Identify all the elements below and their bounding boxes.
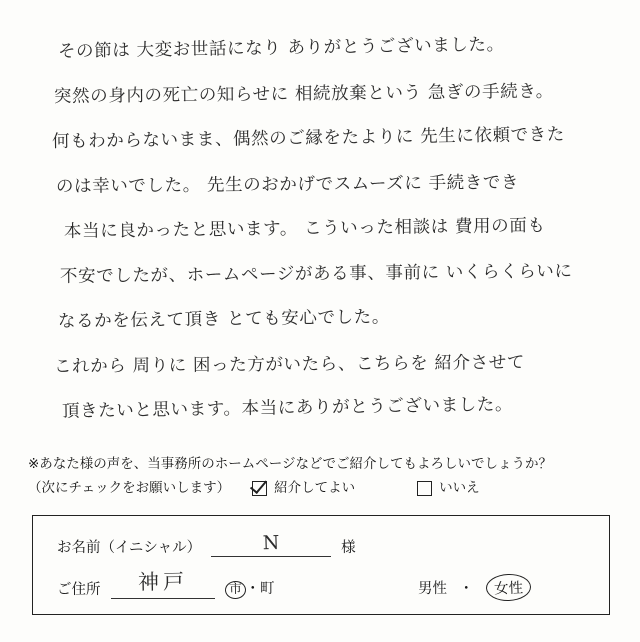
- letter-line: なるかを伝えて頂き とても安心でした。: [57, 307, 391, 332]
- gender-separator: ・: [459, 581, 474, 597]
- letter-line: 何もわからないまま、偶然のご縁をたよりに 先生に依頼できた: [51, 124, 566, 152]
- address-city-town[interactable]: [225, 577, 275, 599]
- letter-line: 不安でしたが、ホームページがある事、事前に いくらくらいに: [59, 261, 573, 287]
- address-value: 神戸: [137, 569, 188, 595]
- town-option: ・町: [245, 581, 275, 597]
- name-row: [57, 531, 356, 557]
- name-label: お名前（イニシャル）: [57, 540, 202, 556]
- name-suffix: 様: [341, 540, 356, 556]
- letter-line: これから 周りに 困った方がいたら、こちらを 紹介させて: [53, 352, 526, 377]
- consent-option-yes[interactable]: [252, 476, 355, 500]
- respondent-form-box: [32, 515, 610, 615]
- gender-male-option[interactable]: 男性: [418, 581, 447, 597]
- consent-option-no-label: いいえ: [439, 480, 480, 496]
- consent-option-yes-label: 紹介してよい: [274, 480, 356, 496]
- letter-line: 突然の身内の死亡の知らせに 相続放棄という 急ぎの手続き。: [53, 81, 554, 107]
- address-input[interactable]: [111, 569, 215, 599]
- letter-line: 本当に良かったと思います。 こういった相談は 費用の面も: [63, 215, 546, 242]
- address-label: ご住所: [57, 582, 101, 598]
- consent-option-no[interactable]: [417, 476, 480, 500]
- city-circled-mark: 市: [224, 581, 246, 600]
- name-input[interactable]: [211, 531, 331, 557]
- checkbox-empty-icon[interactable]: [417, 481, 432, 496]
- handwritten-letter: [52, 30, 597, 435]
- gender-row[interactable]: [418, 574, 531, 601]
- consent-section: [28, 452, 618, 500]
- consent-question: ※あなた様の声を、当事務所のホームページなどでご紹介してもよろしいでしょうか？: [28, 456, 553, 472]
- consent-instruction: （次にチェックをお願いします）: [28, 480, 231, 496]
- checkbox-checked-icon[interactable]: [252, 481, 267, 496]
- name-value: N: [262, 531, 280, 555]
- letter-line: その節は 大変お世話になり ありがとうございました。: [57, 34, 505, 62]
- consent-options-row: [28, 476, 618, 500]
- gender-female-option-selected[interactable]: 女性: [485, 573, 531, 602]
- letter-line: のは幸いでした。 先生のおかげでスムーズに 手続きでき: [55, 172, 520, 197]
- address-row: [57, 569, 275, 599]
- letter-line: 頂きたいと思います。本当にありがとうございました。: [61, 394, 514, 422]
